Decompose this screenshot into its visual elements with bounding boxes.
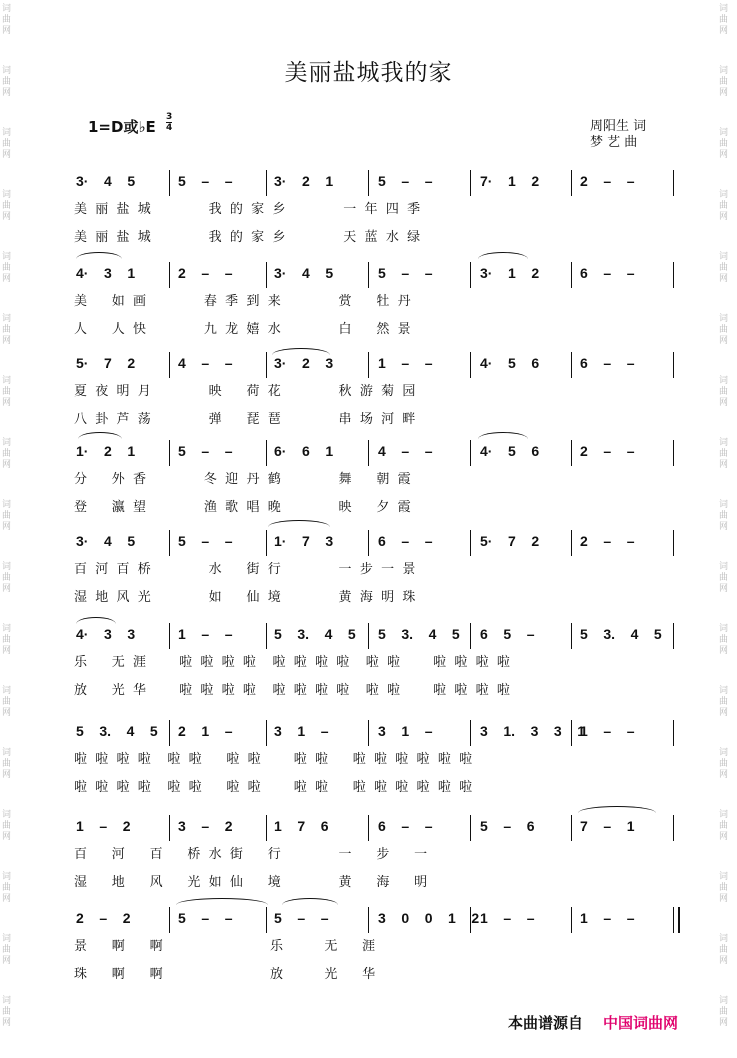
notation-row: [0, 530, 737, 554]
lyric-line: 啦 啦 啦 啦 啦 啦 啦 啦 啦 啦 啦 啦 啦 啦 啦 啦: [74, 780, 473, 795]
measure-notes: 6 – –: [580, 265, 635, 281]
barline: [571, 170, 572, 196]
barline: [266, 907, 267, 933]
barline: [368, 530, 369, 556]
watermark-text: 词 曲 网: [719, 66, 729, 98]
barline: [368, 907, 369, 933]
barline: [368, 623, 369, 649]
slur-mark: [76, 617, 116, 624]
watermark-text: 词 曲 网: [719, 562, 729, 594]
measure-notes: 6 – –: [378, 533, 433, 549]
notation-row: [0, 352, 737, 376]
measure-notes: 5 – –: [378, 265, 433, 281]
measure-notes: 5 – –: [178, 443, 233, 459]
watermark-text: 词 曲 网: [2, 314, 12, 346]
footer: [508, 1012, 678, 1033]
lyric-line: 百 河 百 桥 水 街 行 一 步 一 景: [74, 562, 416, 577]
lyric-line: 百 河 百 桥 水 街 行 一 步 一: [74, 847, 428, 862]
slur-mark: [78, 432, 122, 439]
measure-notes: 5 3. 4 5: [274, 626, 356, 642]
lyric-line: 景 啊 啊 乐 无 涯: [74, 939, 376, 954]
song-title: 美丽盐城我的家: [284, 60, 453, 86]
measure-notes: 4· 5 6: [480, 443, 540, 459]
watermark-text: 词 曲 网: [719, 686, 729, 718]
measure-notes: 5 3. 4 5: [76, 723, 158, 739]
barline: [673, 262, 674, 288]
barline: [571, 815, 572, 841]
barline: [470, 262, 471, 288]
watermark-text: 词 曲 网: [2, 500, 12, 532]
watermark-text: 词 曲 网: [2, 810, 12, 842]
barline: [266, 720, 267, 746]
barline: [571, 907, 572, 933]
measure-notes: 2 1 –: [178, 723, 233, 739]
barline: [368, 440, 369, 466]
barline: [368, 262, 369, 288]
measure-notes: 2 – –: [178, 265, 233, 281]
measure-notes: 6· 6 1: [274, 443, 334, 459]
watermark-text: 词 曲 网: [719, 314, 729, 346]
barline: [368, 170, 369, 196]
watermark-text: 词 曲 网: [719, 190, 729, 222]
lyric-line: 美 如 画 春 季 到 来 赏 牡 丹: [74, 294, 411, 309]
footer-source: 本曲谱源自: [508, 1014, 584, 1032]
slur-mark: [76, 252, 122, 259]
meter-bottom: 4: [166, 123, 173, 133]
measure-notes: 3· 4 5: [274, 265, 334, 281]
meter-top: 3: [166, 112, 173, 122]
measure-notes: 2 – –: [580, 443, 635, 459]
measure-notes: 1 – –: [580, 723, 635, 739]
barline: [571, 720, 572, 746]
measure-notes: 3 1 –: [378, 723, 433, 739]
watermark-text: 词 曲 网: [719, 872, 729, 904]
watermark-text: 词 曲 网: [719, 996, 729, 1028]
measure-notes: 6 – –: [580, 355, 635, 371]
notation-row: [0, 440, 737, 464]
measure-notes: 3· 4 5: [76, 173, 136, 189]
barline: [470, 530, 471, 556]
barline: [571, 262, 572, 288]
barline: [470, 352, 471, 378]
lyric-line: 美 丽 盐 城 我 的 家 乡 一 年 四 季: [74, 202, 421, 217]
measure-notes: 3· 2 1: [274, 173, 334, 189]
measure-notes: 5 – –: [378, 173, 433, 189]
barline: [571, 352, 572, 378]
lyric-line: 湿 地 风 光 如 仙 境 黄 海 明 珠: [74, 590, 416, 605]
lyric-line: 分 外 香 冬 迎 丹 鹤 舞 朝 霞: [74, 472, 411, 487]
barline: [169, 170, 170, 196]
measure-notes: 2 – –: [580, 533, 635, 549]
measure-notes: 4 – –: [178, 355, 233, 371]
barline: [266, 530, 267, 556]
watermark-text: 词 曲 网: [2, 4, 12, 36]
lyric-line: 啦 啦 啦 啦 啦 啦 啦 啦 啦 啦 啦 啦 啦 啦 啦 啦: [74, 752, 473, 767]
notation-row: [0, 815, 737, 839]
watermark-text: 词 曲 网: [2, 686, 12, 718]
measure-notes: 5 – –: [178, 533, 233, 549]
barline: [169, 815, 170, 841]
measure-notes: 4· 3 1: [76, 265, 136, 281]
watermark-text: 词 曲 网: [719, 4, 729, 36]
barline: [169, 720, 170, 746]
watermark-text: 词 曲 网: [719, 376, 729, 408]
barline: [470, 815, 471, 841]
measure-notes: 4· 3 3: [76, 626, 136, 642]
watermark-text: 词 曲 网: [719, 748, 729, 780]
measure-notes: 7· 1 2: [480, 173, 540, 189]
notation-row: [0, 170, 737, 194]
barline: [266, 170, 267, 196]
measure-notes: 1 – –: [178, 626, 233, 642]
lyric-line: 美 丽 盐 城 我 的 家 乡 天 蓝 水 绿: [74, 230, 421, 245]
measure-notes: 1 – –: [580, 910, 635, 926]
barline: [169, 262, 170, 288]
watermark-text: 词 曲 网: [719, 252, 729, 284]
watermark-text: 词 曲 网: [2, 252, 12, 284]
measure-notes: 3 – 2: [178, 818, 233, 834]
watermark-column-left: [0, 0, 20, 1058]
barline: [673, 530, 674, 556]
watermark-text: 词 曲 网: [2, 934, 12, 966]
notation-row: [0, 623, 737, 647]
slur-mark: [272, 348, 330, 355]
watermark-text: 词 曲 网: [2, 996, 12, 1028]
watermark-text: 词 曲 网: [719, 438, 729, 470]
measure-notes: 1 – –: [480, 910, 535, 926]
barline: [470, 907, 471, 933]
watermark-text: 词 曲 网: [2, 562, 12, 594]
lyric-line: 人 人 快 九 龙 嬉 水 白 然 景: [74, 322, 411, 337]
lyricist-credit: 周阳生 词: [590, 119, 647, 134]
time-signature: [166, 112, 172, 133]
barline: [266, 352, 267, 378]
measure-notes: 3 1. 3 3 1: [480, 723, 586, 739]
slur-mark: [478, 432, 528, 439]
notation-row: [0, 262, 737, 286]
watermark-text: 词 曲 网: [2, 624, 12, 656]
measure-notes: 6 – –: [378, 818, 433, 834]
barline: [673, 720, 674, 746]
barline: [470, 623, 471, 649]
barline: [673, 170, 674, 196]
measure-notes: 5 3. 4 5: [580, 626, 662, 642]
barline: [571, 440, 572, 466]
measure-notes: 5 – –: [274, 910, 329, 926]
barline: [368, 815, 369, 841]
watermark-text: 词 曲 网: [719, 500, 729, 532]
barline: [266, 623, 267, 649]
barline: [266, 440, 267, 466]
credits: [590, 119, 646, 151]
slur-mark: [282, 898, 338, 905]
watermark-text: 词 曲 网: [2, 748, 12, 780]
barline: [673, 352, 674, 378]
lyric-line: 八 卦 芦 荡 弹 琵 琶 串 场 河 畔: [74, 412, 416, 427]
final-barline: [673, 907, 680, 933]
lyric-line: 珠 啊 啊 放 光 华: [74, 967, 376, 982]
watermark-column-right: [717, 0, 737, 1058]
measure-notes: 1· 2 1: [76, 443, 136, 459]
measure-notes: 2 – 2: [76, 910, 131, 926]
measure-notes: 1 – –: [378, 355, 433, 371]
barline: [266, 815, 267, 841]
lyric-line: 湿 地 风 光 如 仙 境 黄 海 明: [74, 875, 428, 890]
watermark-text: 词 曲 网: [719, 934, 729, 966]
watermark-text: 词 曲 网: [2, 872, 12, 904]
barline: [673, 623, 674, 649]
measure-notes: 1 – 2: [76, 818, 131, 834]
measure-notes: 4 – –: [378, 443, 433, 459]
barline: [169, 907, 170, 933]
measure-notes: 3· 1 2: [480, 265, 540, 281]
barline: [571, 530, 572, 556]
watermark-text: 词 曲 网: [2, 66, 12, 98]
measure-notes: 5 3. 4 5: [378, 626, 460, 642]
barline: [368, 352, 369, 378]
measure-notes: 5 – –: [178, 173, 233, 189]
measure-notes: 5· 7 2: [76, 355, 136, 371]
barline: [571, 623, 572, 649]
lyric-line: 夏 夜 明 月 映 荷 花 秋 游 菊 园: [74, 384, 416, 399]
composer-credit: 梦 艺 曲: [590, 135, 638, 150]
footer-brand: 中国词曲网: [603, 1014, 679, 1032]
measure-notes: 3· 4 5: [76, 533, 136, 549]
watermark-text: 词 曲 网: [719, 128, 729, 160]
watermark-text: 词 曲 网: [2, 376, 12, 408]
barline: [673, 815, 674, 841]
notation-row: [0, 720, 737, 744]
lyric-line: 登 瀛 望 渔 歌 唱 晚 映 夕 霞: [74, 500, 411, 515]
measure-notes: 6 5 –: [480, 626, 535, 642]
barline: [470, 440, 471, 466]
barline: [368, 720, 369, 746]
measure-notes: 3 0 0 1 2: [378, 910, 480, 926]
measure-notes: 1 7 6: [274, 818, 329, 834]
measure-notes: 5 – 6: [480, 818, 535, 834]
measure-notes: 3 1 –: [274, 723, 329, 739]
watermark-text: 词 曲 网: [2, 438, 12, 470]
slur-mark: [478, 252, 528, 259]
slur-mark: [578, 806, 656, 813]
key-signature: 1=D或♭E: [88, 118, 156, 136]
measure-notes: 7 – 1: [580, 818, 635, 834]
barline: [266, 262, 267, 288]
measure-notes: 1· 7 3: [274, 533, 334, 549]
measure-notes: 3· 2 3: [274, 355, 334, 371]
barline: [169, 352, 170, 378]
notation-row: [0, 907, 737, 931]
measure-notes: 5 – –: [178, 910, 233, 926]
barline: [673, 440, 674, 466]
watermark-text: 词 曲 网: [719, 810, 729, 842]
watermark-text: 词 曲 网: [2, 128, 12, 160]
lyric-line: 乐 无 涯 啦 啦 啦 啦 啦 啦 啦 啦 啦 啦 啦 啦 啦 啦: [74, 655, 510, 670]
slur-mark: [176, 898, 268, 905]
lyric-line: 放 光 华 啦 啦 啦 啦 啦 啦 啦 啦 啦 啦 啦 啦 啦 啦: [74, 683, 510, 698]
slur-mark: [268, 520, 330, 527]
barline: [470, 720, 471, 746]
measure-notes: 5· 7 2: [480, 533, 540, 549]
barline: [169, 623, 170, 649]
barline: [470, 170, 471, 196]
watermark-text: 词 曲 网: [2, 190, 12, 222]
measure-notes: 2 – –: [580, 173, 635, 189]
watermark-text: 词 曲 网: [719, 624, 729, 656]
barline: [169, 530, 170, 556]
barline: [169, 440, 170, 466]
measure-notes: 4· 5 6: [480, 355, 540, 371]
